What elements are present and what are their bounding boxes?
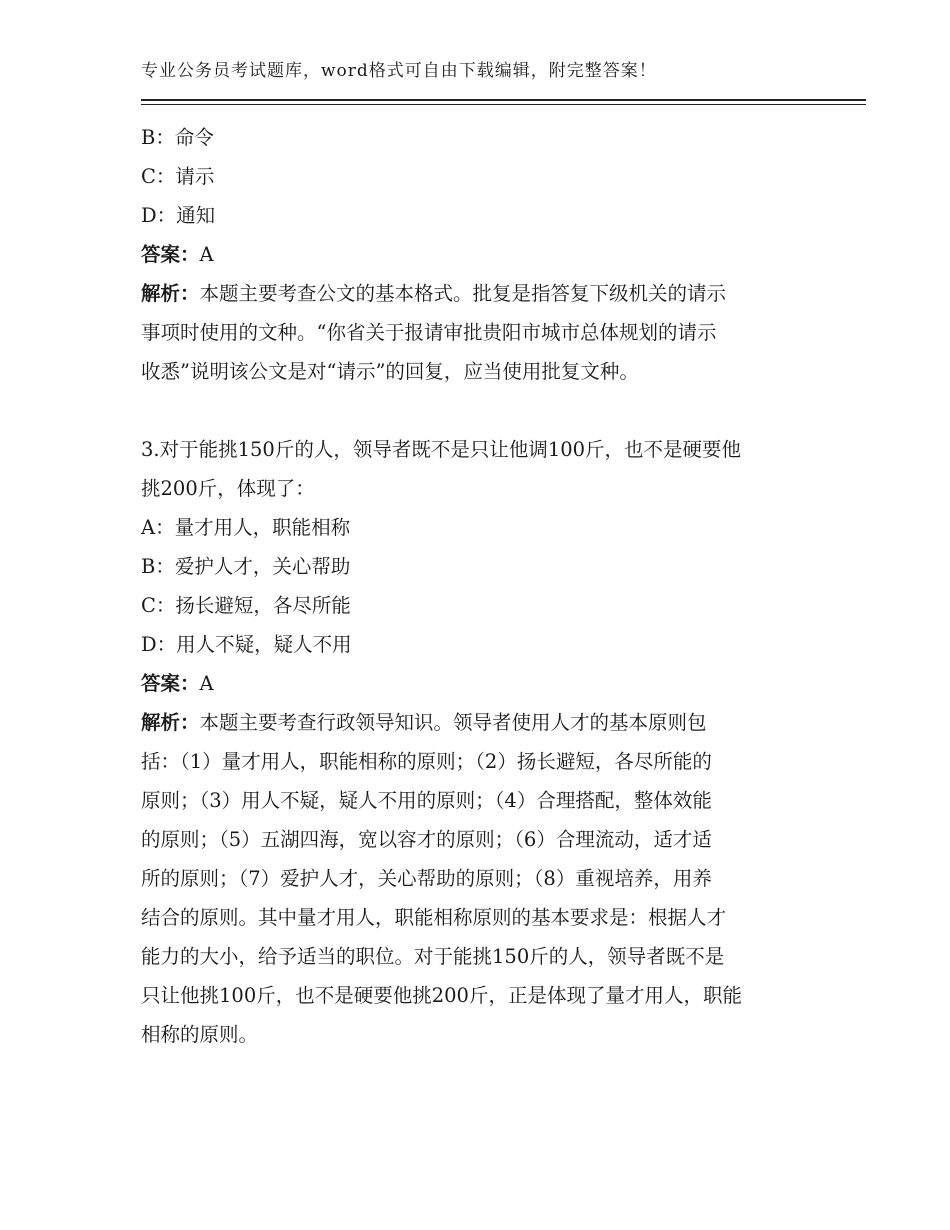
q2-answer — [141, 235, 821, 274]
q2-option-b: B：命令 — [141, 126, 214, 149]
section-gap — [141, 391, 821, 430]
q2-analysis-line: 收悉”说明该公文是对“请示”的回复，应当使用批复文种。 — [141, 360, 639, 383]
q2-answer-label: 答案： — [141, 243, 200, 266]
q3-analysis-line: 原则；（3）用人不疑，疑人不用的原则；（4）合理搭配，整体效能 — [141, 789, 712, 812]
q3-option-d: D：用人不疑，疑人不用 — [141, 633, 352, 656]
q2-option-c: C：请示 — [141, 165, 215, 188]
q2-option-d: D：通知 — [141, 204, 216, 227]
q3-answer — [141, 664, 821, 703]
q3-question-line: 挑200斤，体现了： — [141, 477, 315, 500]
document-body — [141, 118, 821, 1054]
header-rule-thin — [141, 104, 866, 105]
q3-analysis-line: 只让他挑100斤，也不是硬要他挑200斤，正是体现了量才用人，职能 — [141, 984, 742, 1007]
q3-analysis-line: 能力的大小，给予适当的职位。对于能挑150斤的人，领导者既不是 — [141, 945, 725, 968]
q3-analysis-line: 结合的原则。其中量才用人，职能相称原则的基本要求是：根据人才 — [141, 906, 727, 929]
header-rule-thick — [141, 99, 866, 101]
q3-question-line: 3.对于能挑150斤的人，领导者既不是只让他调100斤，也不是硬要他 — [141, 438, 742, 461]
q3-option-a: A：量才用人，职能相称 — [141, 516, 351, 539]
q3-analysis-text: 本题主要考查行政领导知识。领导者使用人才的基本原则包 — [199, 711, 707, 734]
q3-option-b: B：爱护人才，关心帮助 — [141, 555, 351, 578]
q2-analysis-label: 解析： — [141, 282, 200, 305]
q2-analysis-line — [141, 274, 821, 313]
q3-answer-value: A — [199, 672, 214, 695]
q3-analysis-line: 括：（1）量才用人，职能相称的原则；（2）扬长避短，各尽所能的 — [141, 750, 712, 773]
q3-analysis-line: 的原则；（5）五湖四海，宽以容才的原则；（6）合理流动，适才适 — [141, 828, 712, 851]
q2-analysis-line: 事项时使用的文种。“你省关于报请审批贵阳市城市总体规划的请示 — [141, 321, 717, 344]
q3-answer-label: 答案： — [141, 672, 200, 695]
q2-answer-value: A — [199, 243, 214, 266]
q2-analysis-text: 本题主要考查公文的基本格式。批复是指答复下级机关的请示 — [199, 282, 727, 305]
page-header-text: 专业公务员考试题库，word格式可自由下载编辑，附完整答案！ — [141, 61, 657, 81]
q3-option-c: C：扬长避短，各尽所能 — [141, 594, 351, 617]
q3-analysis-line: 所的原则；（7）爱护人才，关心帮助的原则；（8）重视培养，用养 — [141, 867, 712, 890]
q3-analysis-line: 相称的原则。 — [141, 1023, 259, 1046]
q3-analysis-label: 解析： — [141, 711, 200, 734]
q3-analysis-line — [141, 703, 821, 742]
